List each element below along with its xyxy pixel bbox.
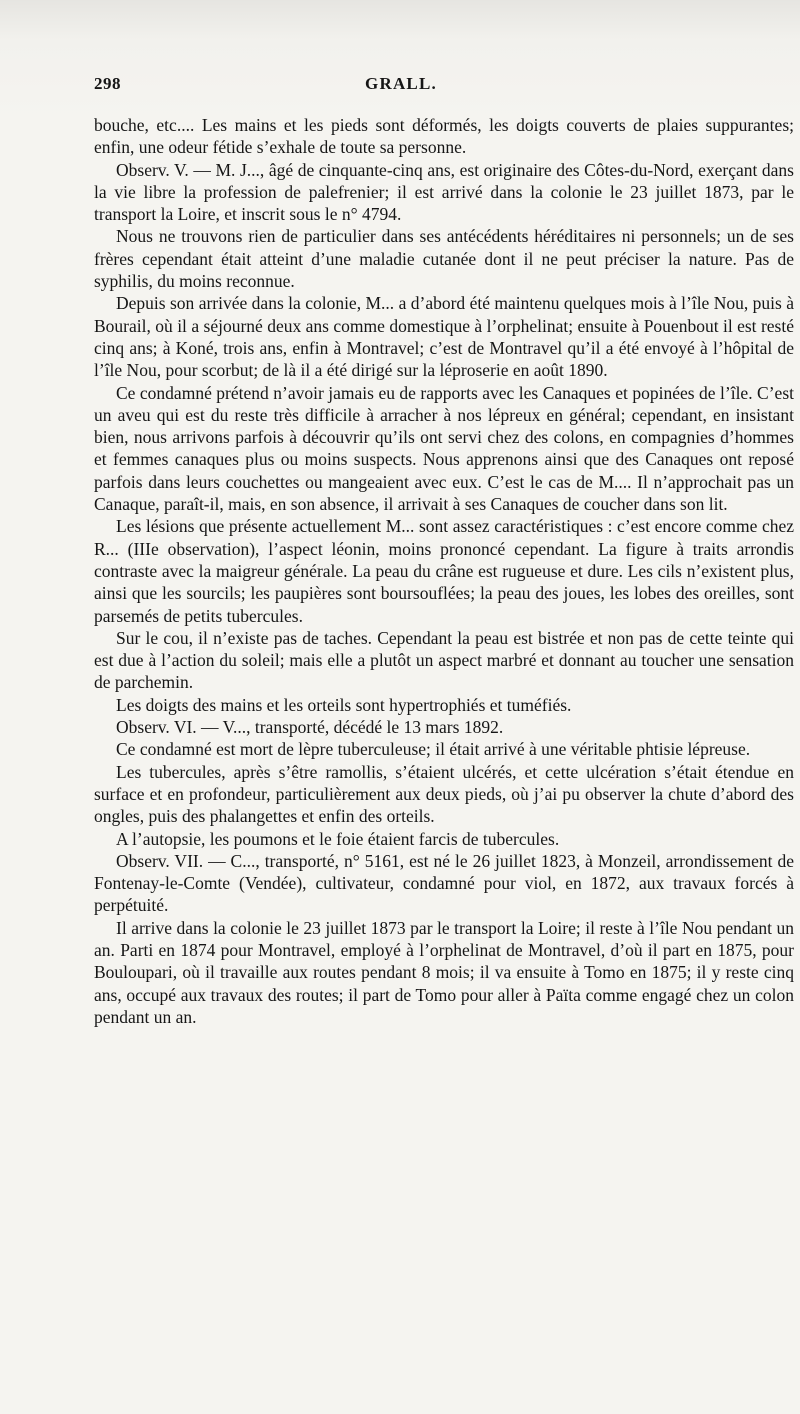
observation-heading-paragraph: Observ. V. — M. J..., âgé de cinquante-cinq ans, est originaire des Côtes-du-Nord, exerçant dans la vie libre la profession de palefrenier; il est arrivé dans la colonie le 23 juillet 1873, par le transport la Loire, et inscrit sous le n° 4794. xyxy=(94,159,794,225)
paragraph: bouche, etc.... Les mains et les pieds sont déformés, les doigts couverts de plaies suppurantes; enfin, une odeur fétide s’exhale de toute sa personne. xyxy=(94,115,794,158)
observation-heading-paragraph: Observ. VII. — C..., transporté, n° 5161, est né le 26 juillet 1823, à Monzeil, arrondissement de Fontenay-le-Comte (Vendée), cultivateur, condamné pour viol, en 1872, aux travaux forcés à perpétuité. xyxy=(94,850,794,916)
page-header xyxy=(94,74,708,94)
paragraph: Les doigts des mains et les orteils sont hypertrophiés et tuméfiés. xyxy=(116,694,572,715)
body-text xyxy=(94,114,794,1028)
paragraph: Ce condamné prétend n’avoir jamais eu de rapports avec les Canaques et popinées de l’île. C’est un aveu qui est du reste très difficile à arracher à nos lépreux en général; cependant, en insistant bien, nous arrivons parfois à découvrir qu’ils ont servi chez des colons, en compagnies d’hommes et femmes canaques plus ou moins suspects. Nous apprenons ainsi que des Canaques ont reposé parfois dans leurs couchettes ou mangeaient avec eux. C’est le cas de M.... Il n’approchait pas un Canaque, paraît-il, mais, en son absence, il arrivait à ses Canaques de coucher dans son lit. xyxy=(94,382,794,515)
paragraph: Les tubercules, après s’être ramollis, s’étaient ulcérés, et cette ulcération s’était étendue en surface et en profondeur, particulièrement aux deux pieds, où j’ai pu observer la chute d’abord des ongles, puis des phalangettes et enfin des orteils. xyxy=(94,761,794,827)
page-number: 298 xyxy=(94,74,121,93)
paragraph: Depuis son arrivée dans la colonie, M... a d’abord été maintenu quelques mois à l’île Nou, puis à Bourail, où il a séjourné deux ans comme domestique à l’orphelinat; ensuite à Pouenbout il est resté cinq ans; à Koné, trois ans, enfin à Montravel; c’est de Montravel qu’il a été envoyé à l’hôpital de l’île Nou, pour scorbut; de là il a été dirigé sur la léproserie en août 1890. xyxy=(94,293,794,381)
paragraph: Ce condamné est mort de lèpre tuberculeuse; il était arrivé à une véritable phtisie lépreuse. xyxy=(116,739,751,760)
paragraph: Il arrive dans la colonie le 23 juillet 1873 par le transport la Loire; il reste à l’île Nou pendant un an. Parti en 1874 pour Montravel, employé à l’orphelinat de Montravel, d’où il part en 1875, pour Bouloupari, où il travaille aux routes pendant 8 mois; il va ensuite à Tomo en 1875; il y reste cinq ans, occupé aux travaux des routes; il part de Tomo pour aller à Païta comme engagé chez un colon pendant un an. xyxy=(94,917,794,1027)
paragraph: Sur le cou, il n’existe pas de taches. Cependant la peau est bistrée et non pas de cette teinte qui est due à l’action du soleil; mais elle a plutôt un aspect marbré et donnant au toucher une sensation de parchemin. xyxy=(94,627,794,693)
observation-heading-paragraph: Observ. VI. — V..., transporté, décédé le 13 mars 1892. xyxy=(116,717,504,738)
paragraph: Nous ne trouvons rien de particulier dans ses antécédents héréditaires ni personnels; un de ses frères cependant était atteint d’une maladie cutanée dont il ne peut préciser la nature. Pas de syphilis, du moins reconnue. xyxy=(94,226,794,292)
running-title: GRALL. xyxy=(365,74,437,93)
paragraph: Les lésions que présente actuellement M... sont assez caractéristiques : c’est encore comme chez R... (IIIe observation), l’aspect léonin, moins prononcé cependant. La figure à traits arrondis contraste avec la maigreur générale. La peau du crâne est rugueuse et dure. Les cils n’existent plus, ainsi que les sourcils; les paupières sont boursouflées; la peau des joues, les lobes des oreilles, sont parsemés de petits tubercules. xyxy=(94,516,794,626)
paragraph: A l’autopsie, les poumons et le foie étaient farcis de tubercules. xyxy=(116,828,560,849)
